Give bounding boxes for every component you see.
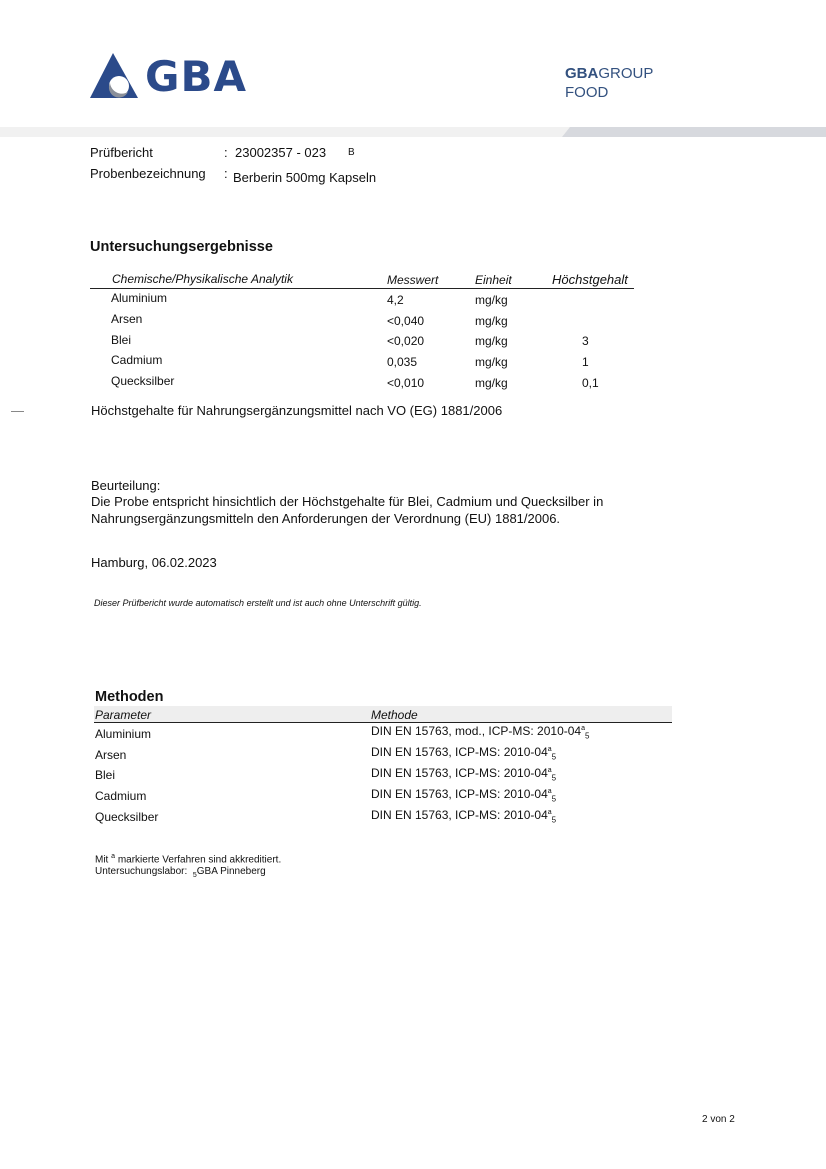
lab-note: Untersuchungslabor: $_5$GBA Pinneberg	[95, 866, 266, 879]
result-param: Arsen	[111, 312, 143, 326]
result-unit: mg/kg	[475, 293, 508, 307]
pruefbericht-colon: :	[224, 145, 228, 160]
group-food-text: FOOD	[565, 84, 609, 101]
result-value: <0,020	[387, 334, 425, 348]
result-param: Quecksilber	[111, 374, 175, 388]
gba-group-food-logo	[565, 64, 653, 102]
accredited-note: Mit $^a$ markierte Verfahren sind akkreditiert.	[95, 853, 282, 866]
method-param: Aluminium	[95, 727, 152, 741]
place-date: Hamburg, 06.02.2023	[91, 555, 217, 570]
group-brand-bold: GBA	[565, 65, 599, 82]
assessment-label: Beurteilung:	[91, 478, 161, 493]
pruefbericht-suffix: B	[348, 147, 355, 158]
method-param: Blei	[95, 768, 116, 782]
header-hoechstgehalt: Höchstgehalt	[552, 272, 628, 287]
probe-label: Probenbezeichnung	[90, 166, 206, 181]
assessment-line2: Nahrungsergänzungsmitteln den Anforderungen der Verordnung (EU) 1881/2006.	[91, 511, 561, 526]
header-einheit: Einheit	[475, 273, 512, 287]
result-param: Cadmium	[111, 353, 163, 367]
methods-title: Methoden	[95, 689, 164, 705]
result-unit: mg/kg	[475, 376, 508, 390]
method-name: DIN EN 15763, ICP-MS: $2010-04^a_5$	[371, 766, 557, 783]
methods-header-rule	[94, 722, 672, 723]
header-band-accent	[562, 127, 826, 137]
group-brand-light: GROUP	[598, 65, 654, 82]
auto-note: Dieser Prüfbericht wurde automatisch erstellt und ist auch ohne Unterschrift gültig.	[94, 598, 422, 608]
pruefbericht-label: Prüfbericht	[90, 145, 153, 160]
result-param: Blei	[111, 333, 132, 347]
method-name: DIN EN 15763, ICP-MS: $2010-04^a_5$	[371, 808, 557, 825]
result-value: 4,2	[387, 293, 404, 307]
result-max: 1	[582, 355, 589, 369]
pruefbericht-value: 23002357 - 023	[235, 145, 327, 160]
gba-logo-mark-icon	[90, 53, 140, 99]
result-max: 3	[582, 334, 589, 348]
limits-note: Höchstgehalte für Nahrungsergänzungsmittel nach VO (EG) 1881/2006	[91, 403, 503, 418]
methods-header-parameter: Parameter	[95, 708, 152, 722]
probe-value: Berberin 500mg Kapseln	[233, 170, 377, 185]
result-max: 0,1	[582, 376, 599, 390]
results-header-rule	[90, 288, 634, 289]
result-value: <0,010	[387, 376, 425, 390]
method-name: DIN EN 15763, mod., ICP-MS: $2010-04^a_5$	[371, 724, 590, 741]
assessment-line1: Die Probe entspricht hinsichtlich der Höchstgehalte für Blei, Cadmium und Quecksilber in	[91, 494, 604, 509]
fold-mark	[11, 411, 24, 412]
gba-logo-text: GBA	[145, 52, 247, 101]
header-analytik: Chemische/Physikalische Analytik	[112, 272, 293, 286]
method-name: DIN EN 15763, ICP-MS: $2010-04^a_5$	[371, 745, 557, 762]
result-unit: mg/kg	[475, 355, 508, 369]
method-param: Cadmium	[95, 789, 147, 803]
results-title: Untersuchungsergebnisse	[90, 239, 273, 255]
result-unit: mg/kg	[475, 314, 508, 328]
probe-colon: :	[224, 166, 228, 181]
header-messwert: Messwert	[387, 273, 439, 287]
page-number: 2 von 2	[702, 1114, 735, 1125]
result-value: 0,035	[387, 355, 418, 369]
result-param: Aluminium	[111, 291, 168, 305]
method-param: Quecksilber	[95, 810, 159, 824]
method-param: Arsen	[95, 748, 127, 762]
methods-header-methode: Methode	[371, 708, 418, 722]
method-name: DIN EN 15763, ICP-MS: $2010-04^a_5$	[371, 787, 557, 804]
result-value: <0,040	[387, 314, 425, 328]
result-unit: mg/kg	[475, 334, 508, 348]
